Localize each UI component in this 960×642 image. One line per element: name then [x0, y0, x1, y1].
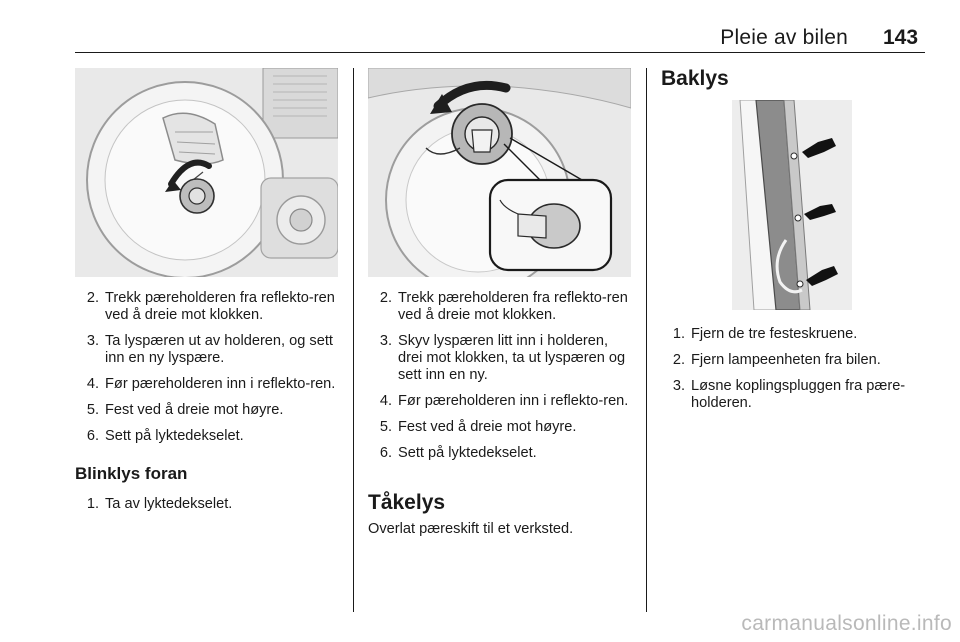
step-number: 1 .	[79, 496, 99, 513]
fog-light-text: Overlat pæreskift til et verksted.	[368, 521, 574, 537]
list-item	[665, 326, 927, 343]
step-text: Ta lyspæren ut av holderen, og sett inn en ny lyspære.	[105, 333, 333, 366]
step-text: Fest ved å dreie mot høyre.	[105, 402, 284, 418]
indicator-steps-list	[372, 290, 634, 471]
header-rule	[75, 52, 925, 53]
step-number: 4 .	[372, 393, 392, 410]
list-item	[79, 333, 341, 367]
watermark-text: carmanualsonline.info	[741, 612, 952, 635]
step-number: 5 .	[79, 402, 99, 419]
list-item	[372, 419, 634, 436]
list-item	[665, 378, 927, 412]
running-header-title: Pleie av bilen	[720, 26, 848, 49]
step-text: Trekk pæreholderen fra reflekto-ren ved å dreie mot klokken.	[105, 290, 335, 323]
indicator-drawing	[368, 68, 631, 277]
column-divider-right	[646, 68, 647, 612]
step-text: Sett på lyktedekselet.	[105, 428, 244, 444]
headlamp-bulb-holder-illustration	[75, 68, 338, 277]
step-text: Sett på lyktedekselet.	[398, 445, 537, 461]
step-text: Ta av lyktedekselet.	[105, 496, 233, 512]
step-number: 2 .	[79, 290, 99, 307]
step-number: 4 .	[79, 376, 99, 393]
step-text: Før pæreholderen inn i reflekto-ren.	[398, 393, 629, 409]
step-number: 1 .	[665, 326, 685, 343]
front-indicator-steps-list	[79, 496, 341, 522]
list-item	[372, 290, 634, 324]
section-heading-front-indicator: Blinklys foran	[75, 464, 188, 483]
tail-light-steps-list	[665, 326, 927, 421]
headlamp-drawing	[75, 68, 338, 277]
step-number: 5 .	[372, 419, 392, 436]
list-item	[79, 496, 341, 513]
page-number: 143	[883, 26, 919, 49]
section-heading-tail-light: Baklys	[661, 67, 729, 90]
rear-lamp-screws-illustration	[732, 100, 852, 310]
step-text: Før pæreholderen inn i reflekto-ren.	[105, 376, 336, 392]
headlamp-steps-list	[79, 290, 341, 454]
step-number: 2 .	[665, 352, 685, 369]
list-item	[79, 290, 341, 324]
step-number: 3 .	[372, 333, 392, 350]
step-text: Skyv lyspæren litt inn i holderen, drei mot klokken, ta ut lyspæren og sett inn en ny.	[398, 333, 626, 383]
step-text: Fjern lampeenheten fra bilen.	[691, 352, 881, 368]
list-item	[79, 428, 341, 445]
step-text: Fjern de tre festeskruene.	[691, 326, 858, 342]
list-item	[372, 333, 634, 384]
list-item	[665, 352, 927, 369]
step-number: 3 .	[79, 333, 99, 350]
list-item	[79, 376, 341, 393]
list-item	[79, 402, 341, 419]
list-item	[372, 445, 634, 462]
step-number: 2 .	[372, 290, 392, 307]
step-number: 6 .	[79, 428, 99, 445]
list-item	[372, 393, 634, 410]
step-text: Trekk pæreholderen fra reflekto-ren ved å dreie mot klokken.	[398, 290, 628, 323]
step-text: Løsne koplingspluggen fra pære-holderen.	[691, 378, 906, 411]
rear-lamp-drawing	[732, 100, 852, 310]
step-number: 3 .	[665, 378, 685, 395]
indicator-bulb-holder-illustration	[368, 68, 631, 277]
column-divider-left	[353, 68, 354, 612]
section-heading-fog-light: Tåkelys	[368, 491, 446, 514]
step-text: Fest ved å dreie mot høyre.	[398, 419, 577, 435]
step-number: 6 .	[372, 445, 392, 462]
